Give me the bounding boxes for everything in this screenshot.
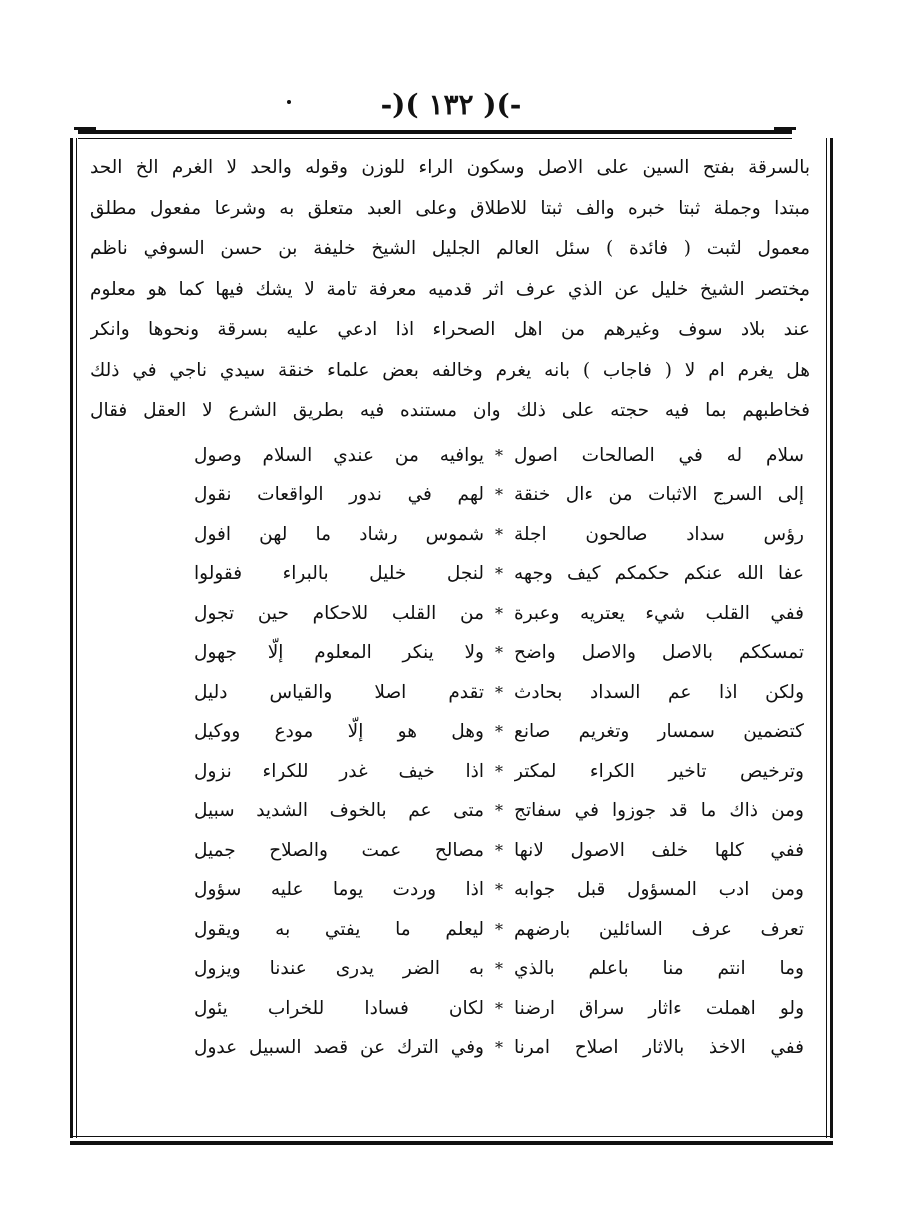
poem-verse — [90, 554, 810, 594]
top-rule-thin — [78, 138, 792, 139]
prose-paragraph — [90, 148, 810, 432]
verse-second-hemistich: ليعلم ما يفتي به ويقول — [194, 918, 484, 940]
verse-separator-star: * — [495, 445, 503, 465]
top-ornament-left — [74, 127, 96, 130]
verse-separator-star: * — [495, 722, 503, 741]
verse-separator-star: * — [495, 840, 503, 860]
verse-separator-star: * — [495, 643, 503, 662]
verse-separator-star: * — [495, 761, 503, 781]
prose-line: مبتدا وجملة ثبتا خبره والف ثبتا للاطلاق وعلى العبد متعلق به وشرعا مفعول مطلق — [90, 197, 810, 219]
poem-verse — [90, 1028, 810, 1068]
verse-second-hemistich: شموس رشاد ما لهن افول — [194, 523, 484, 545]
poem-verse — [90, 752, 810, 792]
verse-first-hemistich: رؤس سداد صالحون اجلة — [514, 523, 804, 545]
verse-separator-star: * — [495, 564, 503, 583]
verse-first-hemistich: ولكن اذا عم السداد بحادث — [514, 681, 804, 703]
verse-second-hemistich: تقدم اصلا والقياس دليل — [194, 681, 484, 703]
verse-separator-star: * — [495, 682, 503, 702]
top-ornament-right — [774, 127, 796, 130]
verse-second-hemistich: لهم في ندور الواقعات نقول — [194, 484, 484, 505]
frame-left-inner — [76, 138, 77, 1138]
poem — [90, 436, 810, 1068]
verse-second-hemistich: مصالح عمت والصلاح جميل — [194, 839, 484, 861]
prose-line: عند بلاد سوف وغيرهم من اهل الصحراء اذا ادعي عليه بسرقة ونحوها وانكر — [90, 319, 810, 340]
verse-first-hemistich: ففي كلها خلف الاصول لانها — [514, 839, 804, 861]
verse-second-hemistich: اذا خيف غدر للكراء نزول — [194, 760, 484, 782]
poem-verse — [90, 910, 810, 950]
top-rule-thick — [78, 130, 792, 134]
poem-verse — [90, 436, 810, 476]
poem-verse — [90, 791, 810, 831]
prose-line: هل يغرم ام لا ( فاجاب ) بانه يغرم وخالفه بعض علماء خنقة سيدي ناجي في ذلك — [90, 359, 810, 381]
page-body — [90, 148, 810, 1068]
prose-line: بالسرقة بفتح السين على الاصل وسكون الراء للوزن وقوله والحد لا الغرم الخ الحد — [90, 157, 810, 178]
verse-second-hemistich: وفي الترك عن قصد السبيل عدول — [194, 1037, 484, 1058]
verse-first-hemistich: عفا الله عنكم حكمكم كيف وجهه — [514, 563, 804, 584]
verse-separator-star: * — [495, 919, 503, 939]
verse-first-hemistich: إلى السرج الاثبات من ءال خنقة — [514, 484, 804, 505]
poem-verse — [90, 949, 810, 989]
prose-line: معمول لثبت ( فائدة ) سئل العالم الجليل الشيخ خليفة بن حسن السوفي ناظم — [90, 238, 810, 259]
verse-first-hemistich: وترخيص تاخير الكراء لمكتر — [514, 760, 804, 782]
frame-right-inner — [826, 138, 827, 1138]
prose-line: مختصر الشيخ خليل عن الذي عرف اثر قدميه معرفة تامة لا يشك فيها كما هو معلوم — [90, 278, 810, 300]
verse-first-hemistich: وما انتم منا باعلم بالذي — [514, 958, 804, 979]
verse-second-hemistich: ولا ينكر المعلوم إلّا جهول — [194, 642, 484, 663]
verse-separator-star: * — [495, 801, 503, 820]
poem-verse — [90, 870, 810, 910]
bottom-rule-thin — [70, 1136, 833, 1137]
prose-line: فخاطبهم بما فيه حجته على ذلك وان مستنده فيه بطريق الشرع لا العقل فقال — [90, 400, 810, 421]
poem-verse — [90, 831, 810, 871]
verse-second-hemistich: لنجل خليل بالبراء فقولوا — [194, 563, 484, 584]
verse-second-hemistich: به الضر يدرى عندنا ويزول — [194, 958, 484, 979]
poem-verse — [90, 673, 810, 713]
verse-first-hemistich: ففي القلب شيء يعتريه وعبرة — [514, 602, 804, 624]
page-number: -)( ١٣٢ )(- — [380, 88, 522, 121]
verse-first-hemistich: ومن ادب المسؤول قبل جوابه — [514, 879, 804, 900]
frame-right-border — [830, 138, 833, 1138]
verse-first-hemistich: ففي الاخذ بالاثار اصلاح امرنا — [514, 1037, 804, 1058]
verse-second-hemistich: وهل هو إلّا مودع ووكيل — [194, 721, 484, 742]
verse-first-hemistich: تعرف عرف السائلين بارضهم — [514, 918, 804, 940]
verse-separator-star: * — [495, 603, 503, 623]
verse-first-hemistich: سلام له في الصالحات اصول — [514, 444, 804, 466]
verse-separator-star: * — [495, 524, 503, 544]
verse-separator-star: * — [495, 998, 503, 1018]
verse-separator-star: * — [495, 485, 503, 504]
verse-second-hemistich: متى عم بالخوف الشديد سبيل — [194, 800, 484, 821]
poem-verse — [90, 633, 810, 673]
poem-verse — [90, 712, 810, 752]
verse-first-hemistich: ومن ذاك ما قد جوزوا في سفاتج — [514, 800, 804, 821]
bottom-rule-thick — [70, 1141, 833, 1145]
poem-verse — [90, 475, 810, 515]
frame-left-border — [70, 138, 73, 1138]
verse-second-hemistich: لكان فسادا للخراب يئول — [194, 997, 484, 1019]
verse-first-hemistich: ولو اهملت ءاثار سراق ارضنا — [514, 997, 804, 1019]
verse-second-hemistich: يوافيه من عندي السلام وصول — [194, 444, 484, 466]
poem-verse — [90, 515, 810, 555]
verse-separator-star: * — [495, 1038, 503, 1057]
verse-separator-star: * — [495, 959, 503, 978]
verse-separator-star: * — [495, 880, 503, 899]
verse-first-hemistich: كتضمين سمسار وتغريم صانع — [514, 721, 804, 742]
verse-second-hemistich: من القلب للاحكام حين تجول — [194, 602, 484, 624]
verse-second-hemistich: اذا وردت يوما عليه سؤول — [194, 879, 484, 900]
poem-verse — [90, 989, 810, 1029]
poem-verse — [90, 594, 810, 634]
verse-first-hemistich: تمسككم بالاصل والاصل واضح — [514, 642, 804, 663]
